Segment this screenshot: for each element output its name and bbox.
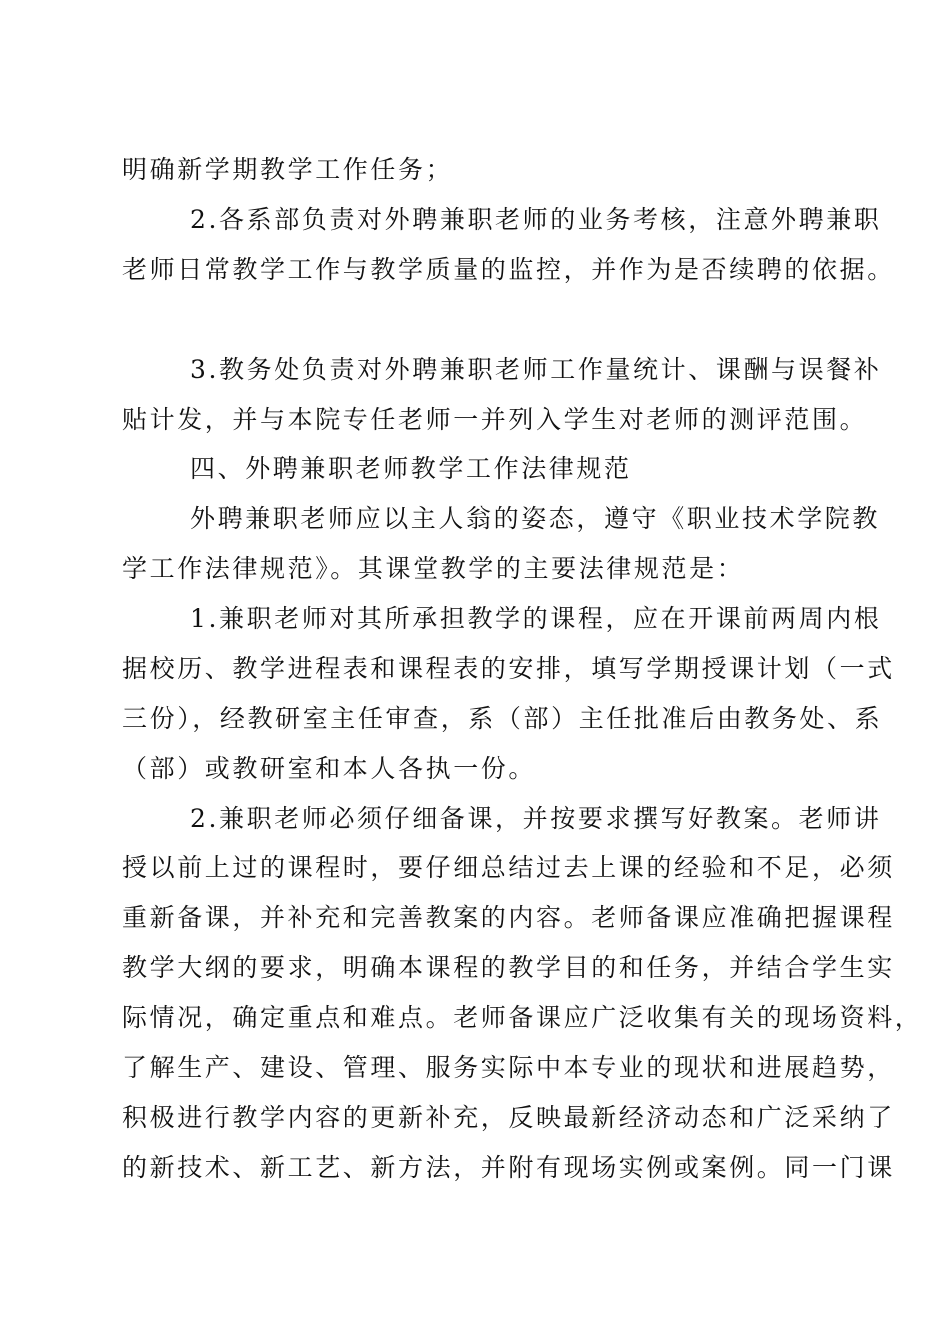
text-line: 1.兼职老师对其所承担教学的课程，应在开课前两周内根 [190, 604, 882, 633]
text-line: 老师日常教学工作与教学质量的监控，并作为是否续聘的依据。 [122, 255, 895, 284]
text-line: 2.各系部负责对外聘兼职老师的业务考核，注意外聘兼职 [190, 205, 882, 234]
text-line: 重新备课，并补充和完善教案的内容。老师备课应准确把握课程 [122, 903, 895, 932]
text-line: 了解生产、建设、管理、服务实际中本专业的现状和进展趋势， [122, 1053, 895, 1082]
text-line: 外聘兼职老师应以主人翁的姿态，遵守《职业技术学院教 [190, 504, 881, 533]
text-line: （部）或教研室和本人各执一份。 [122, 754, 537, 783]
text-line: 的新技术、新工艺、新方法，并附有现场实例或案例。同一门课 [122, 1153, 895, 1182]
text-line: 际情况，确定重点和难点。老师备课应广泛收集有关的现场资料， [122, 1003, 923, 1032]
text-line: 贴计发，并与本院专任老师一并列入学生对老师的测评范围。 [122, 405, 868, 434]
text-line: 据校历、教学进程表和课程表的安排，填写学期授课计划（一式 [122, 654, 895, 683]
section-heading: 四、外聘兼职老师教学工作法律规范 [190, 454, 632, 483]
text-line: 2.兼职老师必须仔细备课，并按要求撰写好教案。老师讲 [190, 804, 882, 833]
text-line: 教学大纲的要求，明确本课程的教学目的和任务，并结合学生实 [122, 953, 895, 982]
text-line: 授以前上过的课程时，要仔细总结过去上课的经验和不足，必须 [122, 853, 895, 882]
text-line: 学工作法律规范》。其课堂教学的主要法律规范是： [122, 554, 745, 583]
text-line: 3.教务处负责对外聘兼职老师工作量统计、课酬与误餐补 [190, 355, 882, 384]
text-line: 三份），经教研室主任审查，系（部）主任批准后由教务处、系 [122, 704, 883, 733]
text-line: 积极进行教学内容的更新补充，反映最新经济动态和广泛采纳了 [122, 1103, 895, 1132]
text-line: 明确新学期教学工作任务； [122, 155, 454, 184]
